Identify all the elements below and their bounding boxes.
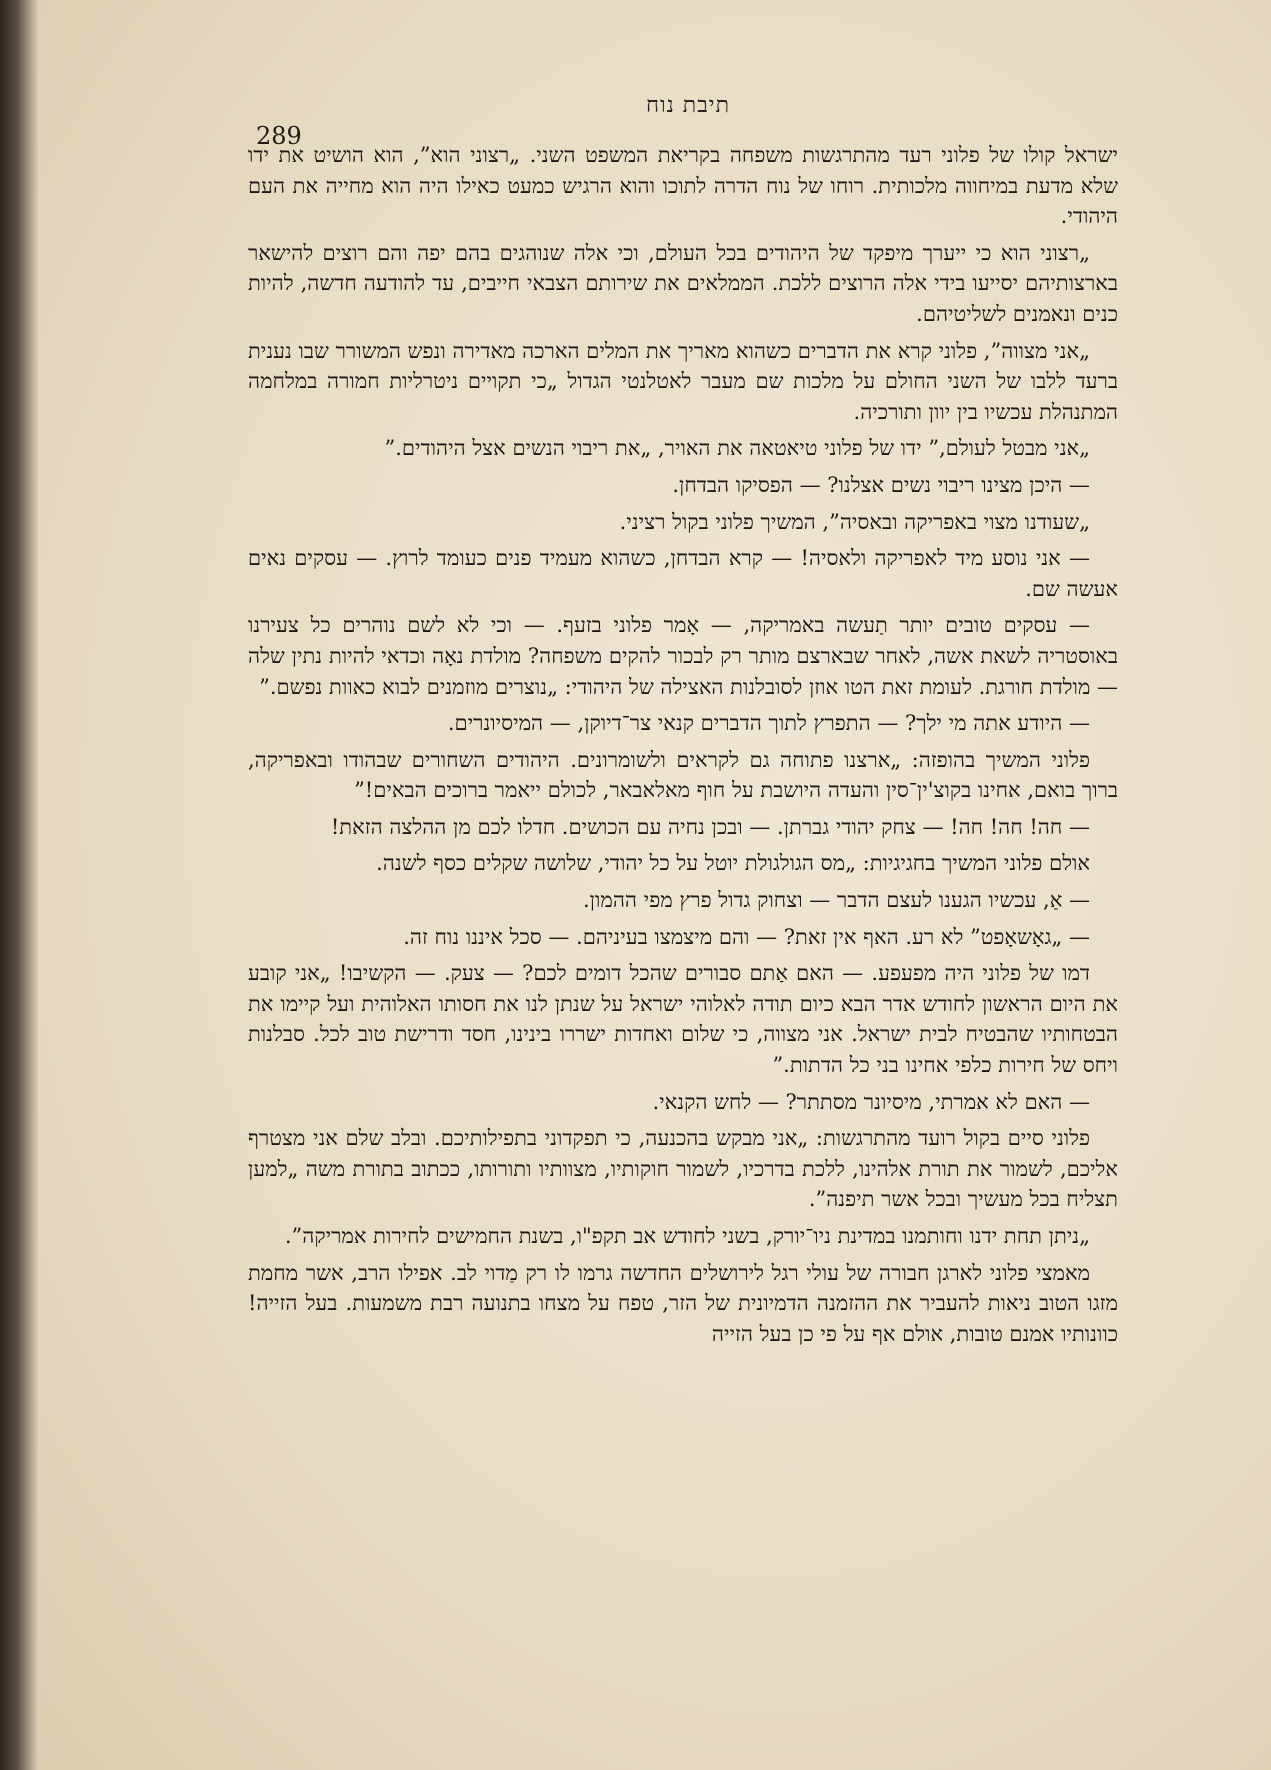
paragraph: „רצוני הוא כי ייערך מיפקד של היהודים בכל העולם, וכי אלה שנוהגים בהם יפה והם רוצים להישאר בארצותיהם יסייעו בידי אלה הרוצים ללכת. הממלאים את שירותם הצבאי חייבים, עד להודעה חדשה, להיות כנים ונאמנים לשליטיהם. xyxy=(248,240,1118,326)
paragraph: מאמצי פלוני לארגן חבורה של עולי רגל לירושלים החדשה גרמו לו רק מַדוי לב. אפילו הרב, אשר מחמת מזגו הטוב ניאות להעביר את ההזמנה הדמיונית של הזר, טפח על מצחו בתנועה רבת משמעות. בעל הזייה! כוונותיו אמנם טובות, אולם אף על פי כן בעל הזייה xyxy=(248,1260,1118,1346)
paragraph: — היכן מצינו ריבוי נשים אצלנו? — הפסיקו הבדחן. xyxy=(672,472,1090,497)
paragraph: „שעודנו מצוי באפריקה ובאסיה”, המשיך פלוני בקול רציני. xyxy=(619,509,1090,534)
book-spine-shadow xyxy=(0,0,38,1770)
paragraph: — אַ, עכשיו הגענו לעצם הדבר — וצחוק גדול פרץ מפי ההמון. xyxy=(583,888,1090,913)
book-page xyxy=(38,0,1271,1770)
running-head: תיבת נוח xyxy=(645,93,730,118)
paragraph: „אני מבטל לעולם,” ידו של פלוני טיאטאה את האויר, „את ריבוי הנשים אצל היהודים.” xyxy=(384,436,1090,461)
paragraph: דמו של פלוני היה מפעפע. — האם אַתם סבורים שהכל דומים לכם? — צעק. — הקשיבו! „אני קובע את היום הראשון לחודש אדר הבא כיום תודה לאלוהי ישראל על שנתן לנו את חסותו האלוהית ועל קיימו את הבטחותיו שהבטיח לבית ישראל. אני מצווה, כי שלום ואחדות ישררו בינינו, חסד ודרישת טוב לכל. סבלנות ויחס של חירות כלפי אחינו בני כל הדתות.” xyxy=(248,961,1118,1078)
paragraph: — חה! חה! חה! — צחק יהודי גברתן. — ובכן נחיה עם הכושים. חדלו לכם מן ההלצה הזאת! xyxy=(330,814,1090,839)
page-number: 289 xyxy=(256,122,302,150)
paragraph: — האם לא אמרתי, מיסיונר מסתתר? — לחש הקנאי. xyxy=(652,1089,1090,1114)
paragraph: „ניתן תחת ידנו וחותמנו במדינת ניו־יורק, בשני לחודש אב תקפ"ו, בשנת החמישים לחירות אמריקה”. xyxy=(284,1224,1090,1248)
paragraph: — אני נוסע מיד לאפריקה ולאסיה! — קרא הבדחן, כשהוא מעמיד פנים כעומד לרוץ. — עסקים נאים אעשה שם. xyxy=(248,546,1118,601)
paragraph: — עסקים טובים יותר תַעשה באמריקה, — אָמר פלוני בזעף. — וכי לא לשם נוהרים כל צעירנו באוסטריה לשאת אשה, לאחר שבארצם מותר רק לבכור להקים משפחה? מולדת נאָה וכדאי להיות נתין שלה — מולדת חורגת. לעומת זאת הטו אוזן לסובלנות האצילה של היהודי: „נוצרים מוזמנים לבוא כאוות נפשם.” xyxy=(248,613,1118,699)
paragraph: — „גאָשאָפט” לא רע. האף אין זאת? — והם מיצמצו בעיניהם. — סכל איננו נוח זה. xyxy=(403,924,1090,949)
paragraph: — היודע אתה מי ילך? — התפרץ לתוך הדברים קנאי צר־דיוקן, — המיסיונרים. xyxy=(447,711,1090,736)
body-text xyxy=(248,140,1118,1355)
paragraph: אולם פלוני המשיך בחגיגיות: „מס הגולגולת יוטל על כל יהודי, שלושה שקלים כסף לשנה. xyxy=(376,851,1090,876)
paragraph: פלוני סיים בקול רועד מהתרגשות: „אני מבקש בהכנעה, כי תפקדוני בתפילותיכם. ובלב שלם אני מצטרף אליכם, לשמור את תורת אלהינו, ללכת בדרכיו, לשמור חוקותיו, מצוותיו ותורותו, ככתוב בתורת משה „למען תצליח בכל מעשיך ובכל אשר תיפנה”. xyxy=(248,1126,1118,1212)
paragraph: „אני מצווה”, פלוני קרא את הדברים כשהוא מאריך את המלים הארכה מאדירה ונפש המשורר שבו נענית ברעד ללבו של השני החולם על מלכות שם מעבר לאטלנטי הגדול „כי תקויים ניטרליות חמורה במלחמה המתנהלת עכשיו בין יוון ותורכיה. xyxy=(248,338,1118,424)
paragraph: פלוני המשיך בהופזה: „ארצנו פתוחה גם לקראים ולשומרונים. היהודים השחורים שבהודו ובאפריקה, ברוך בואם, אחינו בקוצ'ין־סין והעדה היושבת על חוף מאלאבאר, לכולם ייאמר ברוכים הבאים!” xyxy=(248,747,1118,803)
paragraph: ישראל קולו של פלוני רעד מהתרגשות משפחה בקריאת המשפט השני. „רצוני הוא”, הוא הושיט את ידו שלא מדעת במיחווה מלכותית. רוחו של נוח הדרה לתוכו והוא הרגיש כמעט כאילו היה הוא מחייה את העם היהודי. xyxy=(248,143,1118,229)
